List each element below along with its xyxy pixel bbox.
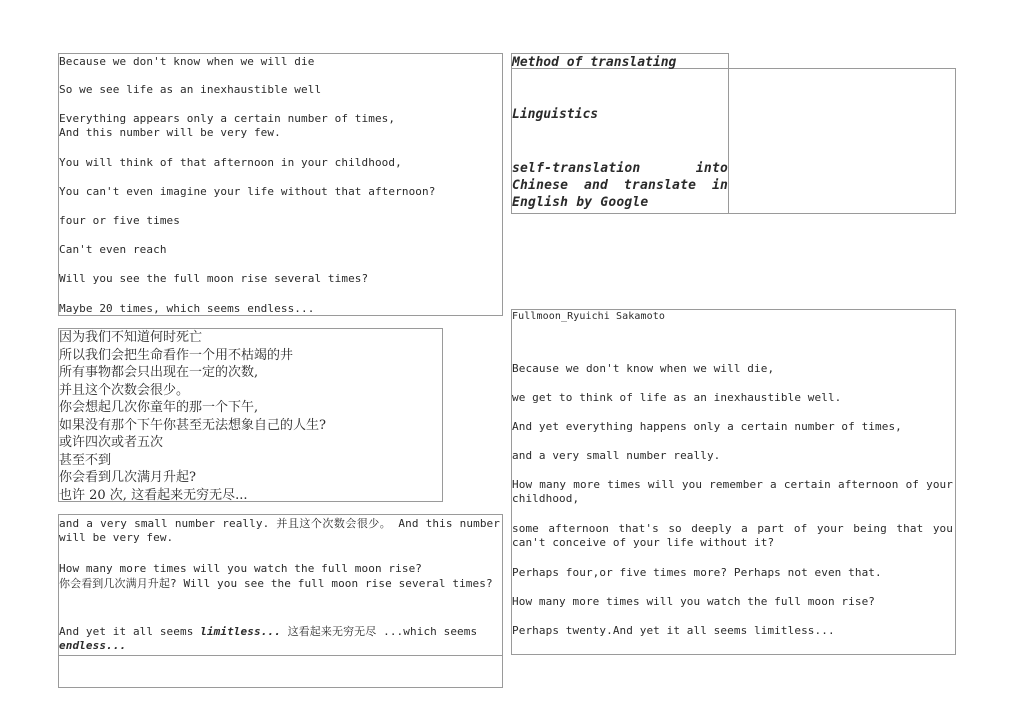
source-heading: Fullmoon_Ryuichi Sakamoto — [512, 311, 666, 322]
mixed-translation-box — [58, 514, 503, 656]
poem-line: Because we don't know when we will die — [59, 55, 315, 68]
poem-line: You will think of that afternoon in your childhood, — [59, 156, 402, 169]
original-line: some afternoon that's so deeply a part of your being that you can't conceive of your life without it? — [512, 522, 953, 549]
mixed-paragraph: and a very small number really. 并且这个次数会很少。 And this number will be very few. — [59, 517, 500, 544]
chinese-translation-box — [58, 328, 443, 502]
emphasis-text: endless... — [59, 639, 127, 652]
poem-line-zh: 因为我们不知道何时死亡 — [59, 330, 203, 345]
poem-line-zh: 并且这个次数会很少。 — [59, 382, 190, 398]
mixed-text: And yet it all seems — [59, 625, 201, 638]
poem-line-zh: 所有事物都会只出现在一定的次数, — [59, 365, 259, 380]
poem-line-zh: 你会想起几次你童年的那一个下午, — [59, 400, 259, 415]
english-translation-box — [58, 53, 503, 316]
original-line: and a very small number really. — [512, 449, 721, 462]
mixed-paragraph: How many more times will you watch the full moon rise? — [59, 562, 423, 575]
original-line: Because we don't know when we will die, — [512, 362, 775, 375]
poem-line: Maybe 20 times, which seems endless... — [59, 302, 315, 315]
original-line: How many more times will you watch the full moon rise? — [512, 595, 876, 608]
translation-method-note: self-translation into Chinese and translate in English by Google — [512, 161, 728, 210]
original-line: Perhaps twenty.And yet it all seems limitless... — [512, 624, 835, 637]
poem-line-zh: 如果没有那个下午你甚至无法想象自己的人生? — [59, 417, 326, 433]
poem-line-zh: 甚至不到 — [59, 452, 112, 468]
method-title: Method of translating — [512, 55, 677, 70]
poem-line: Everything appears only a certain number of times, — [59, 112, 396, 125]
original-text-box — [511, 309, 956, 655]
poem-line-zh: 也许 20 次, 这看起来无穷无尽... — [59, 487, 248, 503]
original-line: How many more times will you remember a certain afternoon of your childhood, — [512, 478, 953, 505]
original-line: And yet everything happens only a certain number of times, — [512, 420, 902, 433]
poem-line-zh: 所以我们会把生命看作一个用不枯竭的井 — [59, 347, 294, 363]
poem-line: four or five times — [59, 214, 181, 227]
poem-line-zh: 你会看到几次满月升起? — [59, 470, 196, 485]
poem-line: You can't even imagine your life without that afternoon? — [59, 185, 436, 198]
mixed-text: 这看起来无穷无尽 ...which seems — [280, 625, 478, 638]
original-line: we get to think of life as an inexhaustible well. — [512, 391, 842, 404]
poem-line-zh: 或许四次或者五次 — [59, 435, 164, 450]
poem-line: And this number will be very few. — [59, 126, 281, 139]
mixed-paragraph — [59, 625, 500, 653]
mixed-paragraph: 你会看到几次满月升起? Will you see the full moon rise several times? — [59, 577, 493, 590]
poem-line: Will you see the full moon rise several times? — [59, 272, 369, 285]
emphasis-text: limitless... — [200, 625, 281, 638]
method-title-box — [511, 53, 729, 214]
linguistics-title: Linguistics — [512, 107, 599, 122]
original-line: Perhaps four,or five times more? Perhaps not even that. — [512, 566, 882, 579]
poem-line: Can't even reach — [59, 243, 167, 256]
poem-line: So we see life as an inexhaustible well — [59, 83, 322, 96]
